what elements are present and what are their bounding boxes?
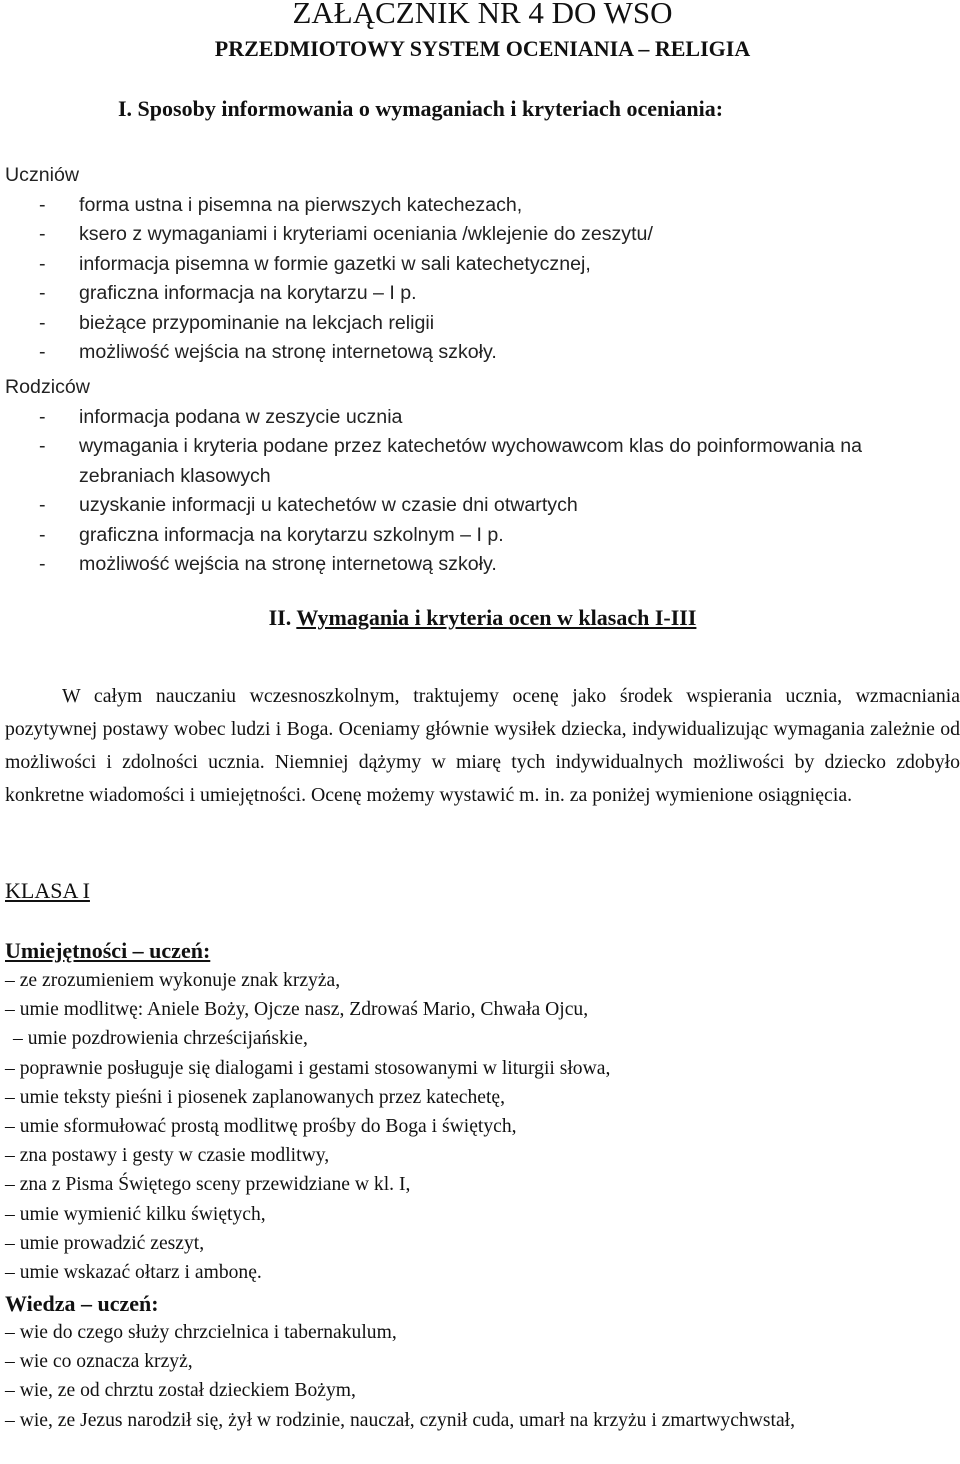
hyphen-bullet: -	[39, 553, 46, 575]
section2-title: Wymagania i kryteria ocen w klasach I-III	[296, 605, 697, 630]
skills-heading: Umiejętności – uczeń:	[5, 938, 211, 963]
dash-bullet: –	[5, 1174, 15, 1196]
knowledge-heading: Wiedza – uczeń:	[5, 1291, 159, 1316]
list-item: - uzyskanie informacji u katechetów w czasie dni otwartych	[5, 491, 879, 521]
list-item: – zna z Pisma Świętego sceny przewidziane w kl. I,	[5, 1174, 411, 1196]
list-item: - możliwość wejścia na stronę internetową szkoły.	[5, 550, 879, 580]
hyphen-bullet: -	[39, 494, 46, 516]
list-item: - informacja pisemna w formie gazetki w sali katechetycznej,	[5, 250, 879, 280]
skills-list	[5, 966, 955, 1287]
knowledge-list	[5, 1318, 955, 1435]
intro-paragraph: W całym nauczaniu wczesnoszkolnym, traktujemy ocenę jako środek wspierania ucznia, wzmacniania pozytywnej postawy wobec ludzi i Boga. Oceniamy głównie wysiłek dziecka, indywidualizując wymagania zależnie od możliwości i zdolności ucznia. Niemniej dążymy w miarę tych indywidualnych możliwości by dziecko zdobyło konkretne wiadomości i umiejętności. Ocenę możemy wystawić m. in. za poniżej wymienione osiągnięcia.	[5, 685, 960, 806]
dash-bullet: –	[5, 999, 15, 1021]
list-item: – wie co oznacza krzyż,	[5, 1351, 193, 1373]
section1-heading: I. Sposoby informowania o wymaganiach i kryteriach oceniania:	[118, 96, 724, 121]
list-item: – poprawnie posługuje się dialogami i gestami stosowanymi w liturgii słowa,	[5, 1057, 611, 1079]
list-item: - ksero z wymaganiami i kryteriami oceniania /wklejenie do zeszytu/	[5, 220, 879, 250]
students-title: Uczniów	[5, 164, 80, 186]
list-item: - graficzna informacja na korytarzu – I p.	[5, 279, 879, 309]
hyphen-bullet: -	[39, 311, 46, 334]
section2-number: II.	[268, 605, 292, 630]
list-item: - forma ustna i pisemna na pierwszych katechezach,	[5, 191, 879, 221]
dash-bullet: –	[5, 1086, 15, 1108]
dash-bullet: –	[5, 1145, 15, 1167]
hyphen-bullet: -	[39, 341, 46, 363]
parents-list	[5, 403, 879, 580]
dash-bullet: –	[5, 1409, 15, 1431]
dash-bullet: –	[5, 1351, 15, 1373]
list-item: – umie wymienić kilku świętych,	[5, 1203, 266, 1225]
list-item: – umie teksty pieśni i piosenek zaplanowanych przez katechetę,	[5, 1086, 506, 1108]
parents-title: Rodziców	[5, 376, 90, 398]
section2-heading	[0, 603, 960, 633]
dash-bullet: –	[5, 1057, 15, 1079]
list-item: – umie prowadzić zeszyt,	[5, 1232, 205, 1254]
hyphen-bullet: -	[39, 435, 46, 457]
list-item: - wymagania i kryteria podane przez katechetów wychowawcom klas do poinformowania na zebraniach klasowych	[5, 432, 879, 491]
students-group	[5, 161, 879, 368]
hyphen-bullet: -	[39, 282, 46, 304]
list-item: - możliwość wejścia na stronę internetową szkoły.	[5, 338, 879, 368]
list-item: – umie modlitwę: Aniele Boży, Ojcze nasz, Zdrowaś Mario, Chwała Ojcu,	[5, 999, 589, 1021]
dash-bullet: –	[5, 1232, 15, 1254]
list-item: – zna postawy i gesty w czasie modlitwy,	[5, 1145, 330, 1167]
list-item: - bieżące przypominanie na lekcjach religii	[5, 309, 879, 339]
dash-bullet: –	[5, 1203, 15, 1225]
dash-bullet: –	[5, 1380, 15, 1402]
list-item: – wie, ze od chrztu został dzieckiem Bożym,	[5, 1380, 356, 1402]
parents-group	[5, 373, 879, 580]
dash-bullet: –	[5, 1262, 15, 1284]
list-item: - informacja podana w zeszycie ucznia	[5, 403, 879, 433]
dash-bullet: –	[5, 1116, 15, 1138]
dash-bullet: –	[5, 1322, 15, 1343]
students-list	[5, 191, 879, 368]
list-item: – ze zrozumieniem wykonuje znak krzyża,	[5, 970, 341, 991]
dash-bullet: –	[13, 1028, 23, 1050]
hyphen-bullet: -	[39, 252, 46, 275]
klasa-heading: KLASA I	[5, 878, 90, 903]
hyphen-bullet: -	[39, 405, 46, 428]
list-item: – umie pozdrowienia chrześcijańskie,	[13, 1028, 308, 1050]
document-subtitle: PRZEDMIOTOWY SYSTEM OCENIANIA – RELIGIA	[214, 36, 751, 61]
list-item: – wie, ze Jezus narodził się, żył w rodzinie, nauczał, czynił cuda, umarł na krzyżu i zmartwychwstał,	[5, 1409, 795, 1431]
list-item: – wie do czego służy chrzcielnica i tabernakulum,	[5, 1322, 397, 1343]
hyphen-bullet: -	[39, 223, 46, 245]
document-title: ZAŁĄCZNIK NR 4 DO WSO	[292, 0, 673, 30]
list-item: – umie sformułować prostą modlitwę prośby do Boga i świętych,	[5, 1116, 517, 1138]
hyphen-bullet: -	[39, 193, 46, 216]
list-item: - graficzna informacja na korytarzu szkolnym – I p.	[5, 521, 879, 551]
hyphen-bullet: -	[39, 523, 46, 546]
list-item: – umie wskazać ołtarz i ambonę.	[5, 1262, 262, 1284]
dash-bullet: –	[5, 970, 15, 991]
